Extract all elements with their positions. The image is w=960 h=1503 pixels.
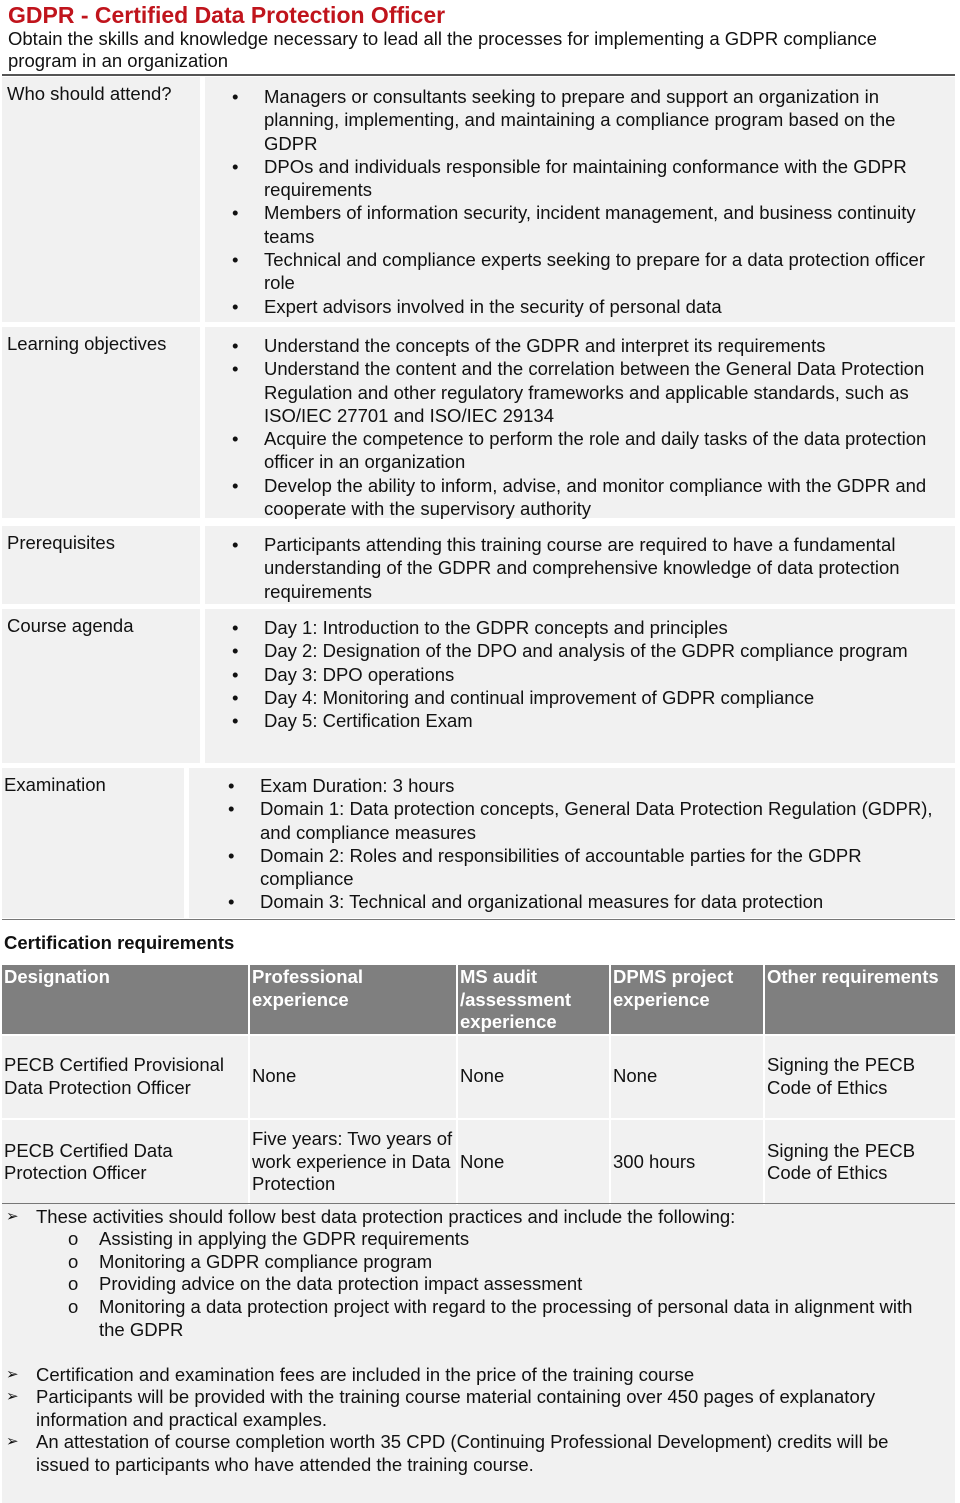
list-item: • DPOs and individuals responsible for maintaining conformance with the GDPR requirements xyxy=(232,155,907,201)
circle-bullet-icon: o xyxy=(68,1228,79,1249)
list-item: • Managers or consultants seeking to prepare and support an organization in planning, implementing, and maintaining a compliance program based on the GDPR xyxy=(232,86,896,154)
list-item: • Day 1: Introduction to the GDPR concepts and principles xyxy=(232,617,728,638)
list-item: • Day 2: Designation of the DPO and analysis of the GDPR compliance program xyxy=(232,640,908,662)
table-cell: PECB Certified Data Protection Officer xyxy=(2,1119,249,1205)
table-header-row xyxy=(2,965,955,1035)
list-item: • Understand the concepts of the GDPR and interpret its requirements xyxy=(232,335,826,356)
bullet-icon: • xyxy=(232,640,239,662)
list-item: • Develop the ability to inform, advise, and monitor compliance with the GDPR and cooperate with the supervisory authority xyxy=(232,474,927,520)
list-item: • Technical and compliance experts seeking to prepare for a data protection officer role xyxy=(232,249,925,294)
arrow-bullet-icon: ➢ xyxy=(6,1388,19,1405)
bullet-list xyxy=(2,616,922,732)
section-label: Learning objectives xyxy=(7,333,167,354)
list-item: • Day 4: Monitoring and continual improvement of GDPR compliance xyxy=(232,686,815,708)
table-cell: Signing the PECB Code of Ethics xyxy=(764,1035,955,1119)
table-cell: 300 hours xyxy=(610,1119,764,1205)
section-prerequisites xyxy=(2,526,955,604)
list-item: • Domain 1: Data protection concepts, General Data Protection Regulation (GDPR), and compliance measures xyxy=(228,798,933,843)
circle-bullet-icon: o xyxy=(68,1296,79,1317)
certification-table xyxy=(2,965,955,1205)
table-cell: None xyxy=(457,1035,610,1119)
section-label: Who should attend? xyxy=(7,83,172,104)
list-item: • Day 3: DPO operations xyxy=(232,663,455,685)
bullet-icon: • xyxy=(228,891,235,913)
section-examination xyxy=(2,768,955,918)
section-who-should-attend xyxy=(2,77,955,322)
bullet-icon: • xyxy=(228,844,235,866)
column-header: DPMS project experience xyxy=(610,965,764,1035)
notes-section: ➢ These activities should follow best data protection practices and include the following: o Assisting in applying the GDPR requirements o Monitoring a GDPR compliance program o Providing advice on the data protection impact assessment o Monitoring a data protection project with regard to the processing of personal data in alignment with the GDPR ➢ Certification and examination fees are included in the price of the training course ➢ Participants will be provided with the training course material containing over 450 pages of explanatory information and practical examples. ➢ An attestation of course completion worth 35 CPD (Continuing Professional Development) credits will be issued to participants who have attended the training course. xyxy=(2,1205,955,1503)
table-cell: None xyxy=(249,1035,457,1119)
bullet-icon: • xyxy=(232,155,239,177)
table-row xyxy=(2,1119,955,1205)
table-cell: None xyxy=(610,1035,764,1119)
bullet-icon: • xyxy=(232,249,239,271)
bullet-icon: • xyxy=(232,686,239,708)
table-cell: PECB Certified Provisional Data Protection Officer xyxy=(2,1035,249,1119)
certification-title: Certification requirements xyxy=(4,932,235,953)
bullet-icon: • xyxy=(232,617,239,638)
bullet-icon: • xyxy=(232,335,239,356)
section-label: Examination xyxy=(4,774,106,795)
section-divider xyxy=(2,919,955,920)
arrow-bullet-icon: ➢ xyxy=(6,1366,19,1383)
bullet-icon: • xyxy=(232,474,239,496)
page-title: GDPR - Certified Data Protection Officer xyxy=(8,2,446,28)
column-header: MS audit /assessment experience xyxy=(457,965,610,1035)
bullet-list xyxy=(0,774,955,914)
table-divider xyxy=(2,1203,955,1204)
table-cell: Signing the PECB Code of Ethics xyxy=(764,1119,955,1205)
bullet-icon: • xyxy=(232,710,239,732)
table-cell: None xyxy=(457,1119,610,1205)
arrow-bullet-icon: ➢ xyxy=(6,1208,19,1225)
bullet-icon: • xyxy=(228,775,235,796)
table-cell: Five years: Two years of work experience in Data Protection xyxy=(249,1119,457,1205)
bullet-icon: • xyxy=(232,428,239,450)
circle-bullet-icon: o xyxy=(68,1251,79,1272)
arrow-bullet-icon: ➢ xyxy=(6,1433,19,1450)
section-learning-objectives xyxy=(2,327,955,518)
list-item: • Understand the content and the correlation between the General Data Protection Regulation and other regulatory frameworks and applicable standards, such as ISO/IEC 27701 and ISO/IEC 29134 xyxy=(232,358,925,426)
bullet-icon: • xyxy=(232,534,239,555)
bullet-icon: • xyxy=(228,798,235,820)
circle-bullet-icon: o xyxy=(68,1273,79,1294)
column-header: Designation xyxy=(2,965,249,1035)
bullet-list xyxy=(2,85,955,318)
column-header: Other requirements xyxy=(764,965,955,1035)
bullet-list xyxy=(2,533,955,603)
page-subtitle: Obtain the skills and knowledge necessary to lead all the processes for implementing a GDPR compliance program in an organization xyxy=(8,28,877,71)
column-header: Professional experience xyxy=(249,965,457,1035)
bullet-icon: • xyxy=(232,202,239,224)
list-item: • Domain 3: Technical and organizational measures for data protection xyxy=(228,891,824,913)
section-course-agenda xyxy=(2,609,955,763)
list-item: • Acquire the competence to perform the role and daily tasks of the data protection officer in an organization xyxy=(232,428,927,473)
bullet-icon: • xyxy=(232,86,239,107)
list-item: • Members of information security, incident management, and business continuity teams xyxy=(232,202,916,247)
section-label: Course agenda xyxy=(7,615,134,636)
bullet-icon: • xyxy=(232,358,239,380)
section-label: Prerequisites xyxy=(7,532,115,553)
bullet-icon: • xyxy=(232,663,239,685)
bullet-icon: • xyxy=(232,295,239,317)
bullet-list xyxy=(2,334,955,520)
list-item: • Domain 2: Roles and responsibilities of accountable parties for the GDPR compliance xyxy=(228,844,862,890)
header-divider xyxy=(2,74,955,76)
list-item: • Participants attending this training course are required to have a fundamental understanding of the GDPR and comprehensive knowledge of data protection requirements xyxy=(232,534,900,602)
list-item: • Day 5: Certification Exam xyxy=(232,710,473,732)
table-row xyxy=(2,1035,955,1119)
list-item: • Exam Duration: 3 hours xyxy=(228,775,455,796)
list-item: • Expert advisors involved in the security of personal data xyxy=(232,295,722,317)
